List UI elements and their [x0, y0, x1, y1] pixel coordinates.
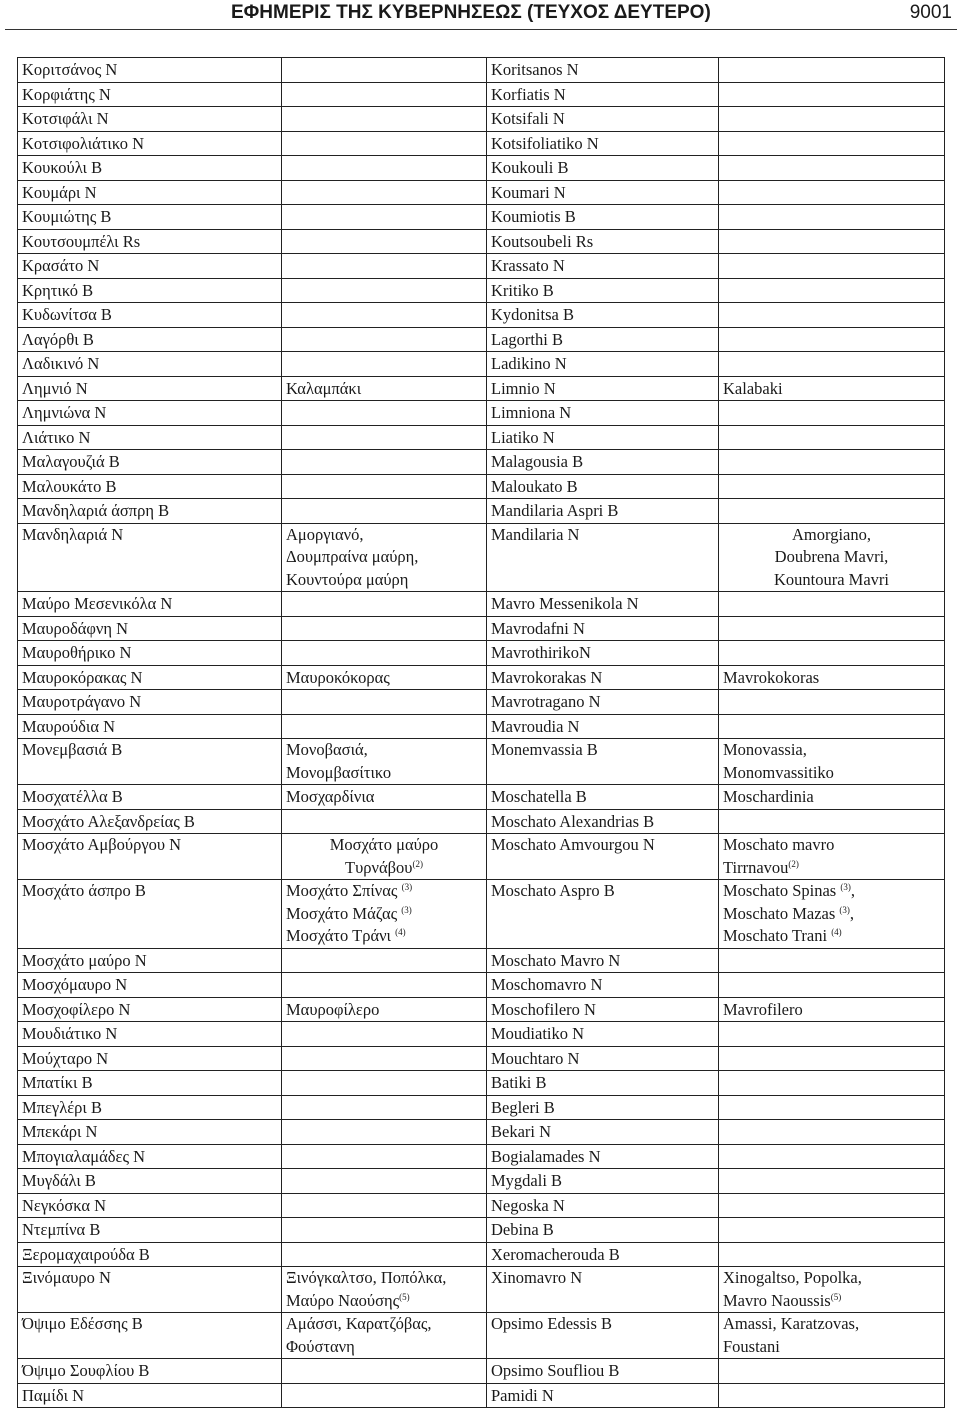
- page-number: 9001: [909, 2, 952, 23]
- variety-name-greek: Νεγκόσκα Ν: [18, 1193, 282, 1218]
- synonym-greek: Μαυροφίλερο: [282, 997, 487, 1022]
- page-header: [0, 0, 960, 30]
- table-row: [18, 1046, 945, 1071]
- table-row: [18, 880, 945, 949]
- synonym-latin: [719, 205, 945, 230]
- synonym-greek: Μοσχαρδίνια: [282, 785, 487, 810]
- variety-name-greek: Κουκούλι Β: [18, 156, 282, 181]
- table-row: [18, 592, 945, 617]
- synonym-latin: [719, 1120, 945, 1145]
- synonym-latin: [719, 1144, 945, 1169]
- synonym-greek: [282, 641, 487, 666]
- variety-name-greek: Μοσχάτο Αμβούργου Ν: [18, 834, 282, 880]
- synonym-greek: Αμάσσι, Καρατζόβας, Φούστανη: [282, 1313, 487, 1359]
- table-row: [18, 450, 945, 475]
- synonym-latin: Mavrokokoras: [719, 665, 945, 690]
- variety-name-greek: Μανδηλαριά άσπρη Β: [18, 499, 282, 524]
- variety-name-latin: Maloukato B: [487, 474, 719, 499]
- variety-name-greek: Μανδηλαριά Ν: [18, 523, 282, 592]
- variety-name-greek: Μαλαγουζιά Β: [18, 450, 282, 475]
- synonym-latin: [719, 352, 945, 377]
- variety-name-latin: Ladikino N: [487, 352, 719, 377]
- synonym-latin: Xinogaltso, Popolka, Mavro Naoussis$^{(5)}$: [719, 1267, 945, 1313]
- synonym-greek: [282, 499, 487, 524]
- table-row: [18, 58, 945, 83]
- table-row: [18, 997, 945, 1022]
- variety-name-greek: Μαυροτράγανο Ν: [18, 690, 282, 715]
- variety-name-latin: Debina B: [487, 1218, 719, 1243]
- synonym-latin: Kalabaki: [719, 376, 945, 401]
- table-row: [18, 1071, 945, 1096]
- variety-name-greek: Μπογιαλαμάδες Ν: [18, 1144, 282, 1169]
- variety-name-latin: Kotsifoliatiko N: [487, 131, 719, 156]
- table-row: [18, 1383, 945, 1408]
- variety-name-latin: Opsimo Soufliou B: [487, 1359, 719, 1384]
- synonym-greek: [282, 1193, 487, 1218]
- synonym-greek: [282, 327, 487, 352]
- variety-name-latin: Mavroudia N: [487, 714, 719, 739]
- table-row: [18, 1218, 945, 1243]
- synonym-latin: Moschardinia: [719, 785, 945, 810]
- variety-name-latin: Moschatella B: [487, 785, 719, 810]
- synonym-greek: [282, 1218, 487, 1243]
- synonym-greek: [282, 229, 487, 254]
- synonym-greek: [282, 690, 487, 715]
- synonym-latin: [719, 58, 945, 83]
- variety-name-greek: Μυγδάλι Β: [18, 1169, 282, 1194]
- synonym-latin: [719, 714, 945, 739]
- variety-name-greek: Κοριτσάνος Ν: [18, 58, 282, 83]
- variety-name-greek: Όψιμο Εδέσσης Β: [18, 1313, 282, 1359]
- variety-name-greek: Μούχταρο Ν: [18, 1046, 282, 1071]
- table-row: [18, 352, 945, 377]
- synonym-latin: [719, 948, 945, 973]
- synonym-greek: [282, 1383, 487, 1408]
- variety-name-latin: Moschato Mavro N: [487, 948, 719, 973]
- synonym-latin: [719, 82, 945, 107]
- synonym-latin: Amorgiano, Doubrena Mavri, Kountoura Mavri: [719, 523, 945, 592]
- synonym-greek: [282, 809, 487, 834]
- synonym-greek: [282, 1120, 487, 1145]
- synonym-latin: [719, 616, 945, 641]
- synonym-greek: Μαυροκόκορας: [282, 665, 487, 690]
- synonym-greek: [282, 82, 487, 107]
- variety-name-latin: Xeromacherouda B: [487, 1242, 719, 1267]
- synonym-greek: Καλαμπάκι: [282, 376, 487, 401]
- variety-name-greek: Ξινόμαυρο Ν: [18, 1267, 282, 1313]
- variety-name-latin: Malagousia B: [487, 450, 719, 475]
- variety-name-latin: Bogialamades N: [487, 1144, 719, 1169]
- synonym-greek: [282, 425, 487, 450]
- synonym-latin: Monovassia, Monomvassitiko: [719, 739, 945, 785]
- synonym-latin: [719, 131, 945, 156]
- variety-name-latin: Koumiotis B: [487, 205, 719, 230]
- variety-name-greek: Μαλουκάτο Β: [18, 474, 282, 499]
- table-row: [18, 82, 945, 107]
- variety-name-latin: Bekari N: [487, 1120, 719, 1145]
- table-row: [18, 1313, 945, 1359]
- table-row: [18, 809, 945, 834]
- table-row: [18, 107, 945, 132]
- variety-name-greek: Μονεμβασιά Β: [18, 739, 282, 785]
- synonym-latin: [719, 1193, 945, 1218]
- table-row: [18, 690, 945, 715]
- synonym-latin: Amassi, Karatzovas, Foustani: [719, 1313, 945, 1359]
- table-row: [18, 474, 945, 499]
- table-row: [18, 229, 945, 254]
- variety-name-greek: Μοσχάτο άσπρο Β: [18, 880, 282, 949]
- variety-name-latin: Mavrotragano N: [487, 690, 719, 715]
- variety-name-latin: Kotsifali N: [487, 107, 719, 132]
- variety-name-latin: Koutsoubeli Rs: [487, 229, 719, 254]
- synonym-latin: [719, 401, 945, 426]
- table-row: [18, 278, 945, 303]
- variety-name-greek: Κρασάτο Ν: [18, 254, 282, 279]
- variety-name-latin: Koritsanos N: [487, 58, 719, 83]
- variety-name-latin: Koukouli B: [487, 156, 719, 181]
- synonym-latin: [719, 1022, 945, 1047]
- table-row: [18, 401, 945, 426]
- synonym-latin: [719, 1242, 945, 1267]
- synonym-greek: Ξινόγκαλτσο, Ποπόλκα, Μαύρο Ναούσης$^{(5)}$: [282, 1267, 487, 1313]
- synonym-latin: [719, 973, 945, 998]
- variety-name-latin: Koumari N: [487, 180, 719, 205]
- variety-name-latin: MavrothirikoN: [487, 641, 719, 666]
- variety-name-latin: Batiki B: [487, 1071, 719, 1096]
- table-row: [18, 205, 945, 230]
- variety-name-greek: Κουμάρι Ν: [18, 180, 282, 205]
- synonym-latin: [719, 1046, 945, 1071]
- variety-name-latin: Limnio N: [487, 376, 719, 401]
- synonym-greek: [282, 592, 487, 617]
- table-row: [18, 499, 945, 524]
- synonym-latin: [719, 107, 945, 132]
- table-row: [18, 156, 945, 181]
- variety-name-greek: Μαυροδάφνη Ν: [18, 616, 282, 641]
- table-row: [18, 1359, 945, 1384]
- synonym-greek: [282, 1169, 487, 1194]
- synonym-greek: [282, 254, 487, 279]
- variety-name-latin: Mouchtaro N: [487, 1046, 719, 1071]
- table-row: [18, 1193, 945, 1218]
- variety-name-greek: Μαυροθήρικο Ν: [18, 641, 282, 666]
- table-row: [18, 327, 945, 352]
- synonym-greek: [282, 180, 487, 205]
- synonym-greek: [282, 1046, 487, 1071]
- variety-name-greek: Παμίδι Ν: [18, 1383, 282, 1408]
- synonym-greek: [282, 1359, 487, 1384]
- variety-name-greek: Ξερομαχαιρούδα Β: [18, 1242, 282, 1267]
- synonym-latin: [719, 327, 945, 352]
- synonym-latin: [719, 1169, 945, 1194]
- synonym-greek: [282, 58, 487, 83]
- variety-name-greek: Λημνιό Ν: [18, 376, 282, 401]
- variety-name-greek: Κορφιάτης Ν: [18, 82, 282, 107]
- synonym-greek: [282, 205, 487, 230]
- variety-name-greek: Μοσχόμαυρο Ν: [18, 973, 282, 998]
- synonym-latin: [719, 254, 945, 279]
- synonym-greek: Μοσχάτο Σπίνας $^{(3)}$ Μοσχάτο Μάζας $^{(3)}$ Μοσχάτο Τράνι $^{(4)}$: [282, 880, 487, 949]
- variety-name-greek: Λημνιώνα Ν: [18, 401, 282, 426]
- variety-name-greek: Μοσχάτο μαύρο Ν: [18, 948, 282, 973]
- table-row: [18, 1169, 945, 1194]
- variety-name-latin: Mandilaria Aspri B: [487, 499, 719, 524]
- synonym-greek: [282, 714, 487, 739]
- synonym-greek: [282, 303, 487, 328]
- synonym-greek: [282, 131, 487, 156]
- synonym-latin: [719, 1359, 945, 1384]
- variety-name-latin: Mandilaria N: [487, 523, 719, 592]
- variety-name-greek: Κοτσιφολιάτικο Ν: [18, 131, 282, 156]
- synonym-greek: [282, 156, 487, 181]
- synonym-greek: [282, 278, 487, 303]
- table-row: [18, 973, 945, 998]
- variety-name-latin: Begleri B: [487, 1095, 719, 1120]
- synonym-greek: [282, 107, 487, 132]
- variety-name-latin: Mavrodafni N: [487, 616, 719, 641]
- table-row: [18, 714, 945, 739]
- table-row: [18, 665, 945, 690]
- variety-name-greek: Μουδιάτικο Ν: [18, 1022, 282, 1047]
- gazette-title: ΕΦΗΜΕΡΙΣ ΤΗΣ ΚΥΒΕΡΝΗΣΕΩΣ (ΤΕΥΧΟΣ ΔΕΥΤΕΡΟ): [231, 2, 711, 23]
- table-row: [18, 180, 945, 205]
- table-row: [18, 1095, 945, 1120]
- variety-name-latin: Moschato Amvourgou N: [487, 834, 719, 880]
- variety-name-greek: Λιάτικο Ν: [18, 425, 282, 450]
- variety-name-latin: Kritiko B: [487, 278, 719, 303]
- synonym-latin: [719, 303, 945, 328]
- table-row: [18, 641, 945, 666]
- synonym-greek: [282, 352, 487, 377]
- variety-name-latin: Mygdali B: [487, 1169, 719, 1194]
- variety-name-latin: Mavro Messenikola N: [487, 592, 719, 617]
- synonym-greek: [282, 1144, 487, 1169]
- variety-name-greek: Μπεγλέρι Β: [18, 1095, 282, 1120]
- synonym-greek: [282, 948, 487, 973]
- synonym-greek: [282, 450, 487, 475]
- variety-name-greek: Κουτσουμπέλι Rs: [18, 229, 282, 254]
- synonym-greek: Μονοβασιά, Μονομβασίτικο: [282, 739, 487, 785]
- variety-name-latin: Monemvassia B: [487, 739, 719, 785]
- synonym-latin: Moschato mavro Tirrnavou$^{(2)}$: [719, 834, 945, 880]
- table-row: [18, 131, 945, 156]
- table-body: [18, 58, 945, 1408]
- table-row: [18, 948, 945, 973]
- synonym-latin: [719, 1095, 945, 1120]
- synonym-latin: [719, 641, 945, 666]
- synonym-latin: Moschato Spinas $^{(3)}$, Moschato Mazas $^{(3)}$, Moschato Trani $^{(4)}$: [719, 880, 945, 949]
- variety-name-latin: Moschato Aspro B: [487, 880, 719, 949]
- synonym-greek: [282, 973, 487, 998]
- synonym-latin: [719, 1218, 945, 1243]
- table-row: [18, 376, 945, 401]
- variety-name-latin: Lagorthi B: [487, 327, 719, 352]
- synonym-greek: [282, 474, 487, 499]
- variety-name-greek: Μαυρούδια Ν: [18, 714, 282, 739]
- variety-name-greek: Μοσχοφίλερο Ν: [18, 997, 282, 1022]
- synonym-latin: [719, 474, 945, 499]
- synonym-greek: [282, 1242, 487, 1267]
- variety-name-greek: Κρητικό Β: [18, 278, 282, 303]
- synonym-latin: Mavrofilero: [719, 997, 945, 1022]
- variety-name-latin: Moschomavro N: [487, 973, 719, 998]
- synonym-greek: [282, 401, 487, 426]
- table-row: [18, 254, 945, 279]
- variety-name-latin: Mavrokorakas N: [487, 665, 719, 690]
- synonym-latin: [719, 278, 945, 303]
- variety-name-greek: Κουμιώτης Β: [18, 205, 282, 230]
- variety-name-greek: Μπατίκι Β: [18, 1071, 282, 1096]
- synonym-latin: [719, 1071, 945, 1096]
- synonym-latin: [719, 425, 945, 450]
- table-row: [18, 1144, 945, 1169]
- variety-name-latin: Kydonitsa B: [487, 303, 719, 328]
- variety-name-latin: Moudiatiko N: [487, 1022, 719, 1047]
- synonym-latin: [719, 1383, 945, 1408]
- variety-name-latin: Opsimo Edessis B: [487, 1313, 719, 1359]
- variety-name-latin: Negoska N: [487, 1193, 719, 1218]
- synonym-latin: [719, 180, 945, 205]
- synonym-greek: [282, 1071, 487, 1096]
- table-row: [18, 785, 945, 810]
- variety-name-latin: Limniona N: [487, 401, 719, 426]
- synonym-greek: Αμοργιανό, Δουμπραίνα μαύρη, Κουντούρα μαύρη: [282, 523, 487, 592]
- variety-name-latin: Moschofilero N: [487, 997, 719, 1022]
- variety-name-latin: Korfiatis N: [487, 82, 719, 107]
- table-row: [18, 1267, 945, 1313]
- table-row: [18, 425, 945, 450]
- variety-name-greek: Ντεμπίνα Β: [18, 1218, 282, 1243]
- table-row: [18, 739, 945, 785]
- table-row: [18, 834, 945, 880]
- synonym-latin: [719, 592, 945, 617]
- variety-name-greek: Λαγόρθι Β: [18, 327, 282, 352]
- synonym-greek: Μοσχάτο μαύρο Τυρνάβου$^{(2)}$: [282, 834, 487, 880]
- variety-name-greek: Κοτσιφάλι Ν: [18, 107, 282, 132]
- synonym-latin: [719, 499, 945, 524]
- table-row: [18, 1022, 945, 1047]
- synonym-latin: [719, 450, 945, 475]
- synonym-greek: [282, 616, 487, 641]
- table-row: [18, 1242, 945, 1267]
- variety-name-latin: Xinomavro N: [487, 1267, 719, 1313]
- variety-name-latin: Pamidi N: [487, 1383, 719, 1408]
- variety-name-latin: Krassato N: [487, 254, 719, 279]
- synonym-latin: [719, 156, 945, 181]
- variety-name-greek: Μαυροκόρακας Ν: [18, 665, 282, 690]
- grape-variety-table: [17, 57, 945, 1408]
- variety-name-greek: Όψιμο Σουφλίου Β: [18, 1359, 282, 1384]
- variety-name-greek: Μαύρο Μεσενικόλα Ν: [18, 592, 282, 617]
- variety-name-greek: Μπεκάρι Ν: [18, 1120, 282, 1145]
- synonym-latin: [719, 690, 945, 715]
- variety-name-greek: Κυδωνίτσα Β: [18, 303, 282, 328]
- table-row: [18, 1120, 945, 1145]
- synonym-greek: [282, 1022, 487, 1047]
- variety-name-greek: Μοσχάτο Αλεξανδρείας Β: [18, 809, 282, 834]
- synonym-latin: [719, 809, 945, 834]
- table-row: [18, 303, 945, 328]
- synonym-latin: [719, 229, 945, 254]
- variety-name-latin: Moschato Alexandrias B: [487, 809, 719, 834]
- header-rule: [5, 29, 957, 30]
- synonym-greek: [282, 1095, 487, 1120]
- table-row: [18, 523, 945, 592]
- variety-name-greek: Λαδικινό Ν: [18, 352, 282, 377]
- variety-name-greek: Μοσχατέλλα Β: [18, 785, 282, 810]
- table-row: [18, 616, 945, 641]
- variety-name-latin: Liatiko N: [487, 425, 719, 450]
